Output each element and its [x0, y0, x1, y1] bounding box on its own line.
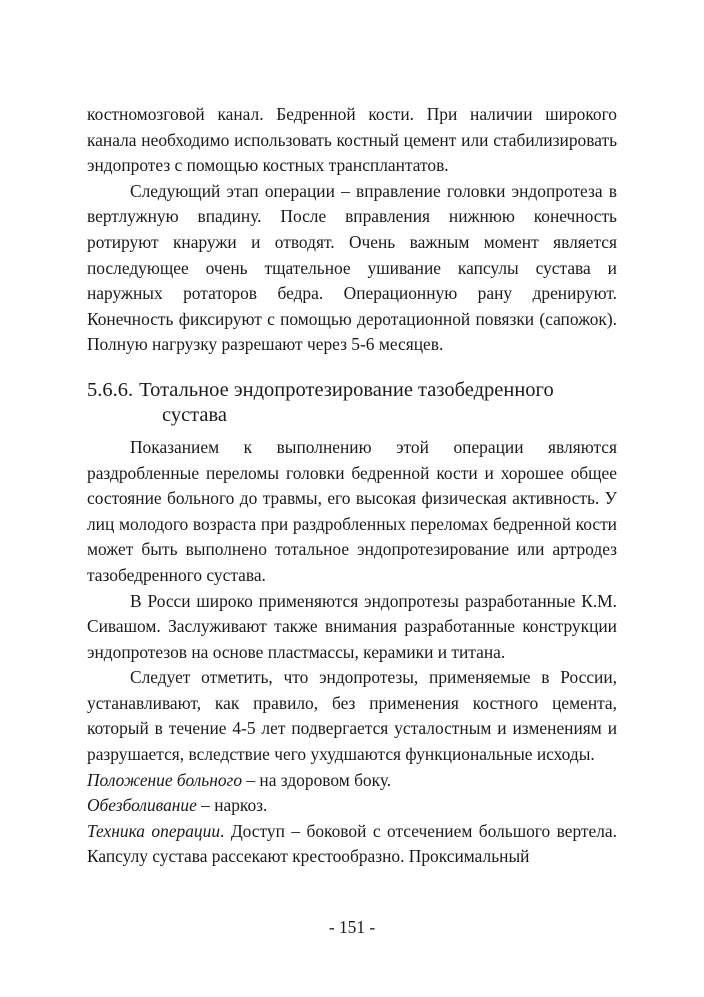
- section-number: 5.6.6.: [87, 378, 134, 401]
- section-heading: [87, 378, 617, 428]
- field-label: Техника операции: [87, 820, 221, 841]
- paragraph-reduction: Следующий этап операции – вправление головки эндопротеза в вертлужную впадину. После вправления нижнюю конечность ротируют кнаружи и отводят. Очень важным момент является последующее очень тщательное ушивание капсулы сустава и наружных ротаторов бедра. Операционную рану дренируют. Конечность фиксируют с помощью деротационной повязки (сапожок). Полную нагрузку разрешают через 5-6 месяцев.: [87, 180, 617, 355]
- page-content: [87, 102, 617, 870]
- paragraph-cement: Следует отметить, что эндопротезы, применяемые в России, устанавливают, как правило, без применения костного цемента, который в течение 4-5 лет подвергается усталостным и изменениям и разрушается, вследствие чего ухудшаются функциональные исходы.: [87, 667, 617, 765]
- field-value: . Доступ – боковой с отсечением большого вертела. Капсулу сустава рассекают крестообразно. Проксимальный: [87, 820, 617, 867]
- field-label: Положение больного: [87, 769, 243, 790]
- field-value: – на здоровом боку.: [242, 769, 392, 790]
- page-number: - 151 -: [328, 917, 376, 937]
- field-technique: [87, 819, 617, 870]
- field-label: Обезболивание: [87, 795, 197, 816]
- paragraph-endoprostheses: В Росси широко применяются эндопротезы разработанные К.М. Сивашом. Заслуживают также внимания разработанные конструкции эндопротезов на основе пластмассы, керамики и титана.: [87, 590, 617, 662]
- paragraph-continuation: костномозговой канал. Бедренной кости. При наличии широкого канала необходимо использовать костный цемент или стабилизировать эндопротез с помощью костных трансплантатов.: [87, 104, 617, 176]
- field-value: – наркоз.: [196, 795, 268, 816]
- field-patient-position: [87, 768, 617, 794]
- field-anesthesia: [87, 793, 617, 819]
- section-title: Тотальное эндопротезирование тазобедренного сустава: [139, 378, 554, 426]
- paragraph-indications: Показанием к выполнению этой операции являются раздробленные переломы головки бедренной кости и хорошее общее состояние больного до травмы, его высокая физическая активность. У лиц молодого возраста при раздробленных переломах бедренной кости может быть выполнено тотальное эндопротезирование или артродез тазобедренного сустава.: [87, 436, 617, 585]
